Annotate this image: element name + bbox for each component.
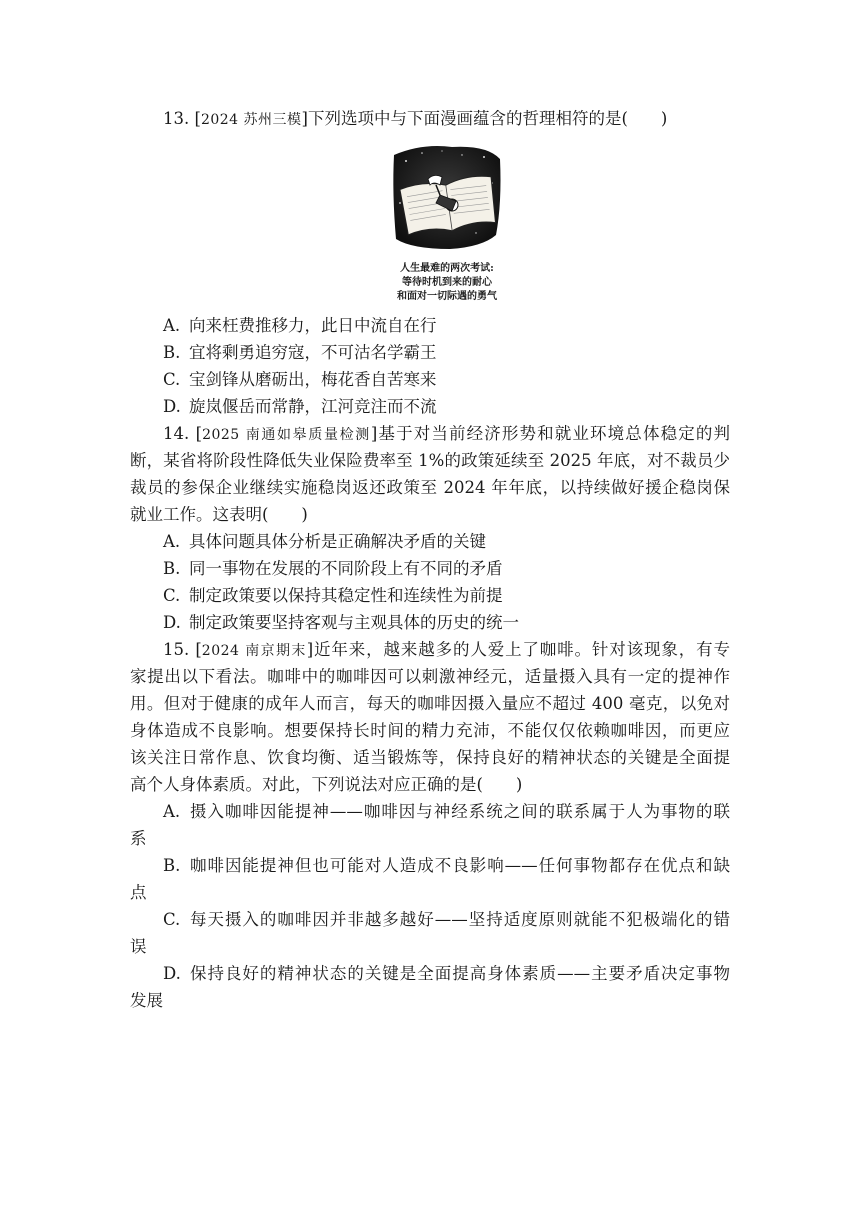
option-letter: B. bbox=[163, 559, 181, 578]
q14-stem-text: ]基于对当前经济形势和就业环境总体稳定的判 bbox=[370, 424, 730, 443]
q14-option-b bbox=[163, 556, 730, 582]
option-text: 向来枉费推移力，此日中流自在行 bbox=[189, 316, 437, 335]
q13-stem bbox=[163, 106, 730, 132]
q15-option-a-cont: 系 bbox=[130, 829, 147, 848]
q13-option-b bbox=[163, 340, 730, 366]
q15-stem-line-2: 家提出以下看法。咖啡中的咖啡因可以刺激神经元，适量摄入具有一定的提神作 bbox=[130, 667, 730, 686]
q15-stem-text: ]近年来，越来越多的人爱上了咖啡。针对该现象，有专 bbox=[306, 640, 730, 659]
q15-option-d-cont: 发展 bbox=[130, 991, 163, 1010]
option-text: 咖啡因能提神但也可能对人造成不良影响——任何事物都存在优点和缺 bbox=[189, 856, 730, 875]
q15-stem-line-4: 身体造成不良影响。想要保持长时间的精力充沛，不能仅仅依赖咖啡因，而更应 bbox=[130, 721, 730, 740]
q14-option-c bbox=[163, 583, 730, 609]
q13-source: 2024 苏州三模 bbox=[200, 112, 302, 128]
q15-source: 2024 南京期末 bbox=[201, 643, 307, 659]
q15-number: 15. [ bbox=[163, 640, 202, 659]
cartoon-caption-1: 人生最难的两次考试: bbox=[400, 263, 494, 274]
option-letter: B. bbox=[163, 856, 181, 875]
option-letter: D. bbox=[163, 397, 181, 416]
q13-stem-text: ]下列选项中与下面漫画蕴含的哲理相符的是( ) bbox=[301, 109, 668, 128]
q15-option-b-cont: 点 bbox=[130, 883, 147, 902]
option-text: 每天摄入的咖啡因并非越多越好——坚持适度原则就能不犯极端化的错 bbox=[189, 910, 730, 929]
q13-option-d bbox=[163, 394, 730, 420]
cartoon-caption-2: 等待时机到来的耐心 bbox=[402, 277, 492, 288]
q15-option-c-cont: 误 bbox=[130, 937, 147, 956]
option-letter: C. bbox=[163, 370, 181, 389]
option-text: 宝剑锋从磨砺出，梅花香自苦寒来 bbox=[189, 370, 437, 389]
q14-option-a bbox=[163, 529, 730, 555]
q15-option-d bbox=[163, 961, 730, 987]
q15-stem-line-6: 高个人身体素质。对此，下列说法对应正确的是( ) bbox=[130, 775, 523, 794]
q14-stem-line-2: 断，某省将阶段性降低失业保险费率至 1%的政策延续至 2025 年底，对不裁员少 bbox=[130, 451, 730, 470]
option-letter: A. bbox=[163, 802, 181, 821]
q14-number: 14. [ bbox=[163, 424, 203, 443]
q13-option-a bbox=[163, 313, 730, 339]
q15-option-c bbox=[163, 907, 730, 933]
q14-stem-line-4: 就业工作。这表明( ) bbox=[130, 505, 308, 524]
q15-stem-line-5: 该关注日常作息、饮食均衡、适当锻炼等，保持良好的精神状态的关键是全面提 bbox=[130, 748, 730, 767]
option-text: 制定政策要坚持客观与主观具体的历史的统一 bbox=[189, 613, 519, 632]
q15-stem-line-3: 用。但对于健康的成年人而言，每天的咖啡因摄入量应不超过 400 毫克，以免对 bbox=[130, 694, 730, 713]
q14-option-d bbox=[163, 610, 730, 636]
option-letter: D. bbox=[163, 964, 181, 983]
q13-option-c bbox=[163, 367, 730, 393]
q14-stem-line-3: 裁员的参保企业继续实施稳岗返还政策至 2024 年年底，以持续做好援企稳岗保 bbox=[130, 478, 730, 497]
option-text: 具体问题具体分析是正确解决矛盾的关键 bbox=[189, 532, 486, 551]
q14-source: 2025 南通如皋质量检测 bbox=[202, 427, 371, 443]
q15-option-b bbox=[163, 853, 730, 879]
option-text: 旋岚偃岳而常静，江河竞注而不流 bbox=[189, 397, 437, 416]
option-text: 摄入咖啡因能提神——咖啡因与神经系统之间的联系属于人为事物的联 bbox=[189, 802, 730, 821]
q14-stem-line-1 bbox=[163, 421, 730, 447]
option-letter: D. bbox=[163, 613, 181, 632]
option-letter: B. bbox=[163, 343, 181, 362]
q15-stem-line-1 bbox=[163, 637, 730, 663]
option-letter: A. bbox=[163, 316, 181, 335]
option-text: 制定政策要以保持其稳定性和连续性为前提 bbox=[189, 586, 503, 605]
cartoon-caption-3: 和面对一切际遇的勇气 bbox=[397, 291, 497, 302]
q13-number: 13. [ bbox=[163, 109, 201, 128]
option-letter: A. bbox=[163, 532, 181, 551]
option-text: 宜将剩勇追穷寇，不可沽名学霸王 bbox=[189, 343, 437, 362]
option-letter: C. bbox=[163, 586, 181, 605]
option-text: 同一事物在发展的不同阶段上有不同的矛盾 bbox=[189, 559, 503, 578]
option-letter: C. bbox=[163, 910, 181, 929]
option-text: 保持良好的精神状态的关键是全面提高身体素质——主要矛盾决定事物 bbox=[189, 964, 730, 983]
q15-option-a bbox=[163, 799, 730, 825]
